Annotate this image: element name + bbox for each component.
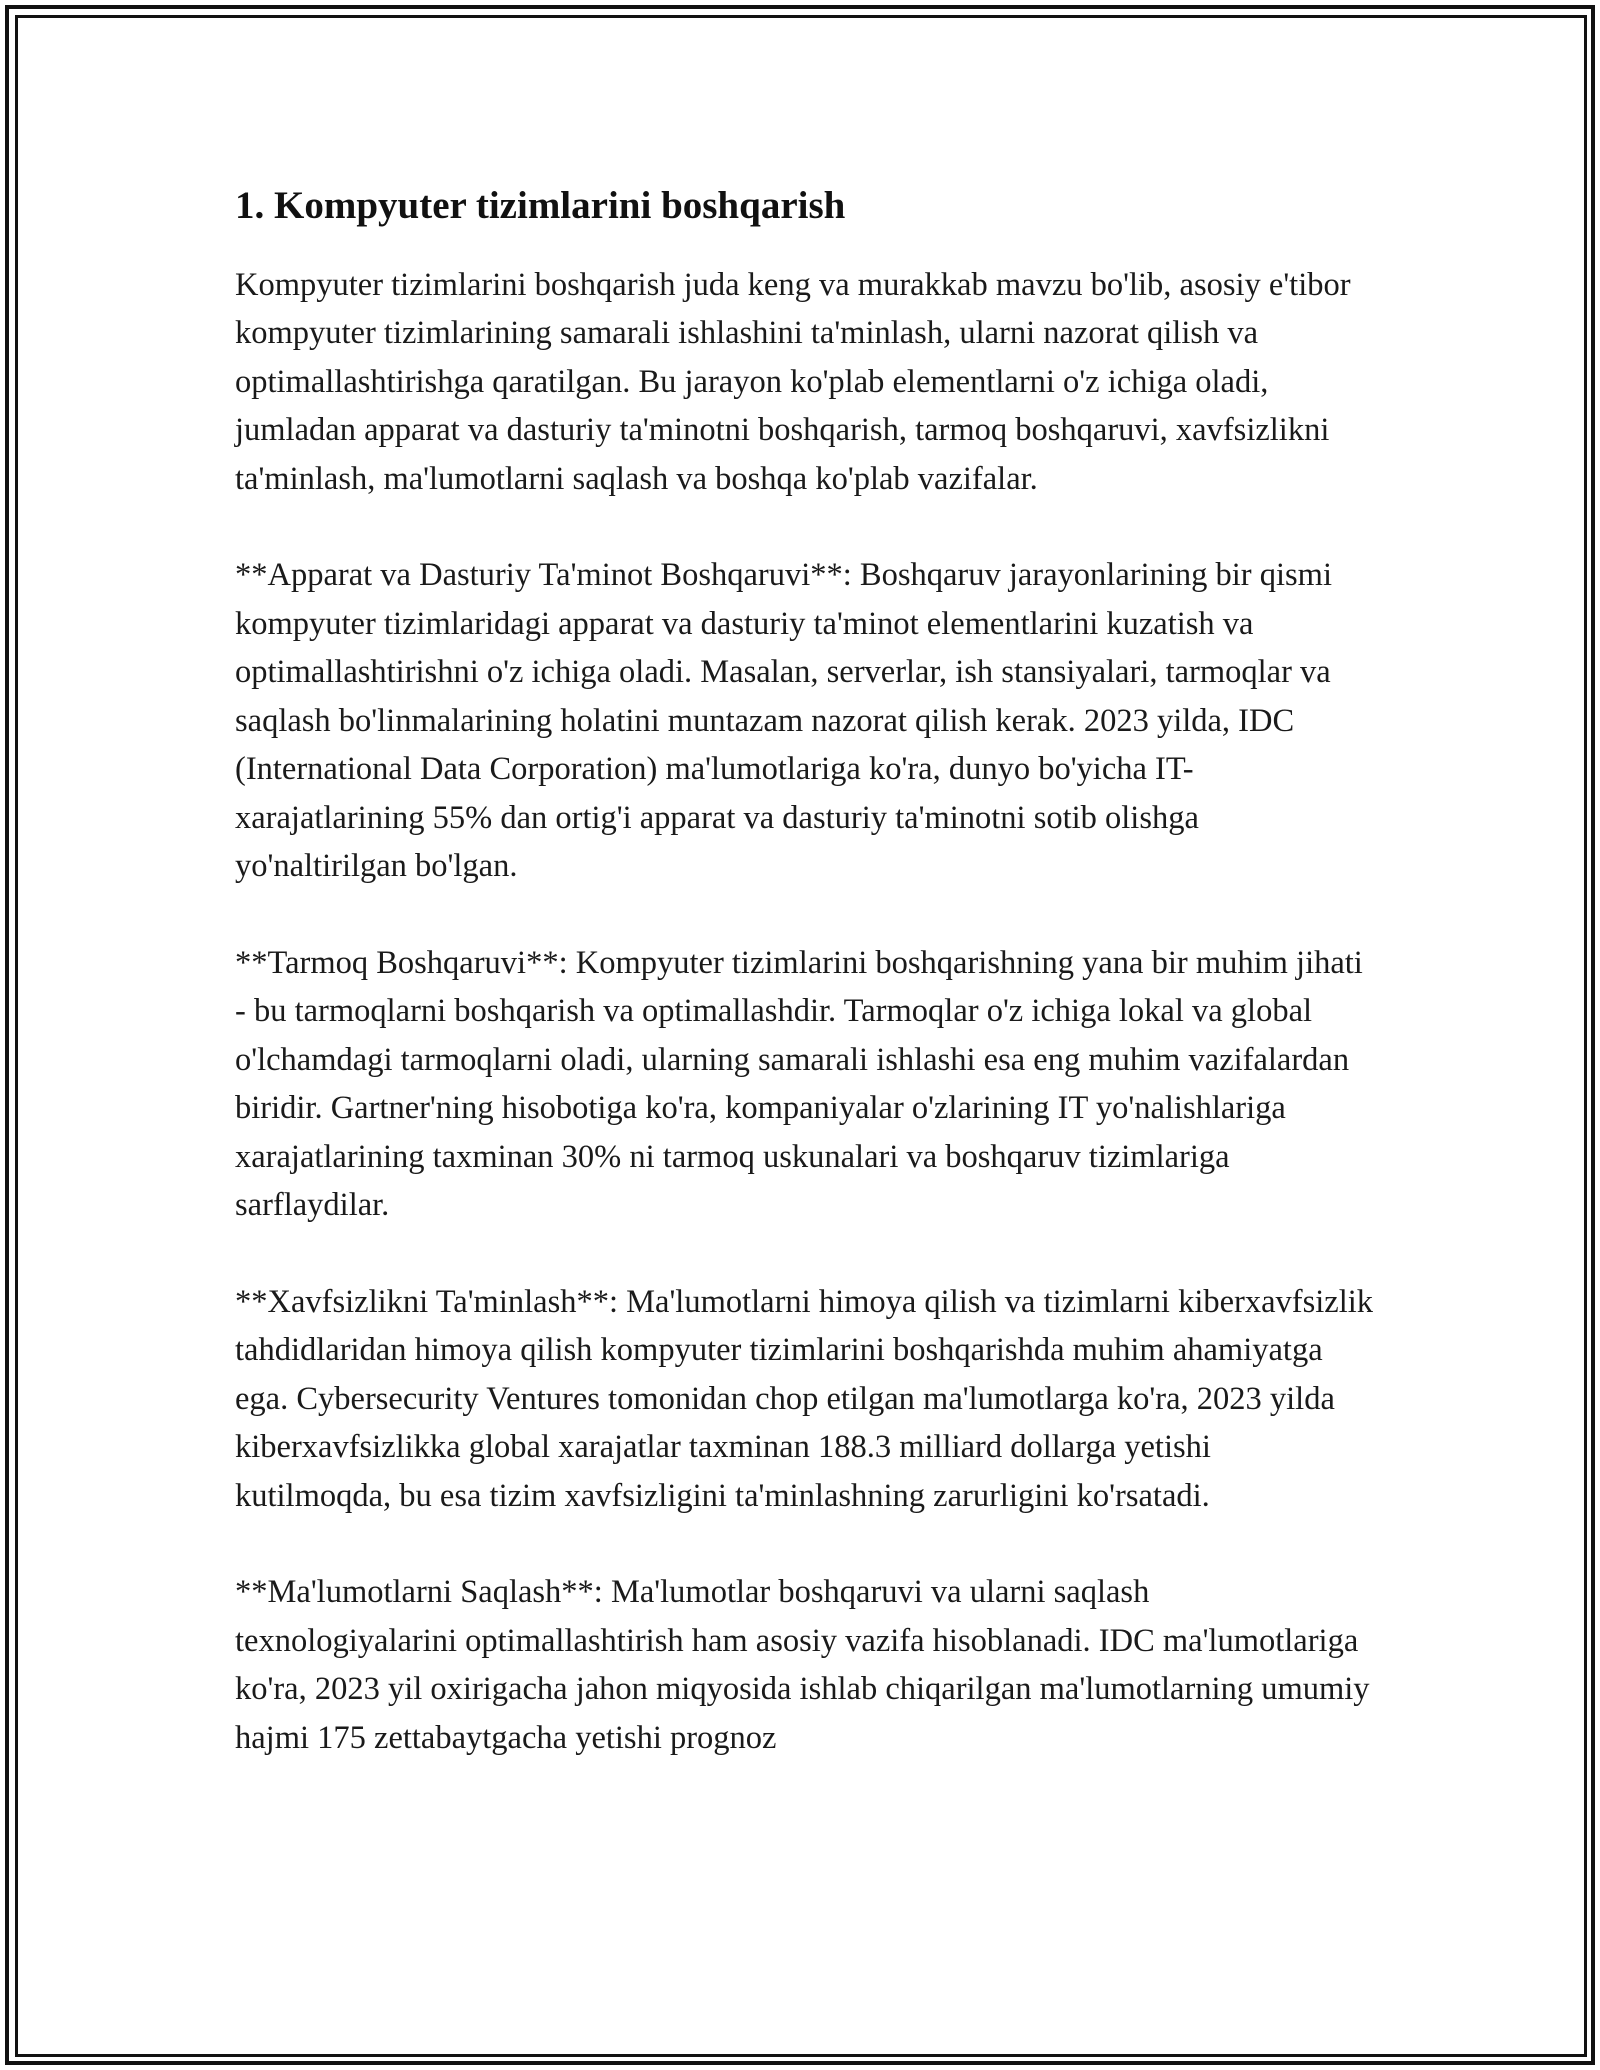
intro-paragraph: Kompyuter tizimlarini boshqarish juda keng va murakkab mavzu bo'lib, asosiy e'tibor kompyuter tizimlarining samarali ishlashini ta'minlash, ularni nazorat qilish va optimallashtirishga qaratilgan. Bu jarayon ko'plab elementlarni o'z ichiga oladi, jumladan apparat va dasturiy ta'minotni boshqarish, tarmoq boshqaruvi, xavfsizlikni ta'minlash, ma'lumotlarni saqlash va boshqa ko'plab vazifalar. [235,266,1351,497]
document-body [235,182,1375,1762]
hardware-software-paragraph: **Apparat va Dasturiy Ta'minot Boshqaruvi**: Boshqaruv jarayonlarining bir qismi kompyuter tizimlaridagi apparat va dasturiy ta'minot elementlarini kuzatish va optimallashtirishni o'z ichiga oladi. Masalan, serverlar, ish stansiyalari, tarmoqlar va saqlash bo'linmalarining holatini muntazam nazorat qilish kerak. 2023 yilda, IDC (International Data Corporation) ma'lumotlariga ko'ra, dunyo bo'yicha IT-xarajatlarining 55% dan ortig'i apparat va dasturiy ta'minotni sotib olishga yo'naltirilgan bo'lgan. [235,557,1332,885]
page-title: 1. Kompyuter tizimlarini boshqarish [235,184,846,227]
security-paragraph: **Xavfsizlikni Ta'minlash**: Ma'lumotlarni himoya qilish va tizimlarni kiberxavfsizlik tahdidlaridan himoya qilish kompyuter tizimlarini boshqarishda muhim ahamiyatga ega. Cybersecurity Ventures tomonidan chop etilgan ma'lumotlarga ko'ra, 2023 yilda kiberxavfsizlikka global xarajatlar taxminan 188.3 milliard dollarga yetishi kutilmoqda, bu esa tizim xavfsizligini ta'minlashning zarurligini ko'rsatadi. [235,1283,1374,1514]
data-storage-paragraph: **Ma'lumotlarni Saqlash**: Ma'lumotlar boshqaruvi va ularni saqlash texnologiyalarini optimallashtirish ham asosiy vazifa hisoblanadi. IDC ma'lumotlariga ko'ra, 2023 yil oxirigacha jahon miqyosida ishlab chiqarilgan ma'lumotlarning umumiy hajmi 175 zettabaytgacha yetishi prognoz [235,1574,1370,1756]
network-management-paragraph: **Tarmoq Boshqaruvi**: Kompyuter tizimlarini boshqarishning yana bir muhim jihati - bu tarmoqlarni boshqarish va optimallashdir. Tarmoqlar o'z ichiga lokal va global o'lchamdagi tarmoqlarni oladi, ularning samarali ishlashi esa eng muhim vazifalardan biridir. Gartner'ning hisobotiga ko'ra, kompaniyalar o'zlarining IT yo'nalishlariga xarajatlarining taxminan 30% ni tarmoq uskunalari va boshqaruv tizimlariga sarflaydilar. [235,944,1363,1224]
